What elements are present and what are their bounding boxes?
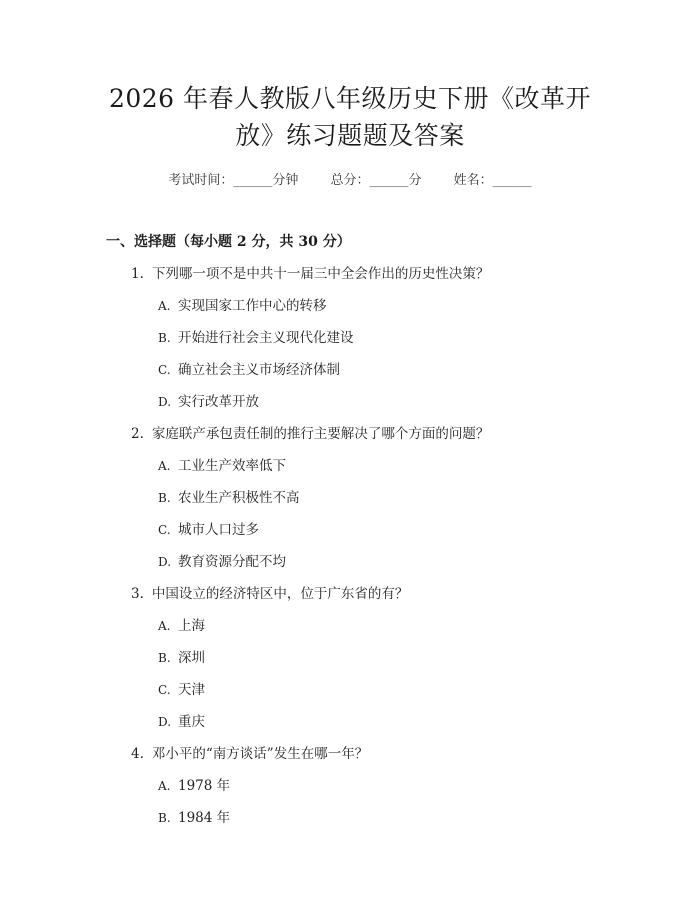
option-4b (158, 806, 230, 826)
option-letter: D. (158, 395, 172, 409)
option-letter: C. (158, 523, 171, 537)
option-3d (158, 710, 205, 730)
question-number: 4. (131, 746, 144, 762)
option-letter: A. (158, 459, 171, 473)
option-4a (158, 774, 230, 794)
question-text: 下列哪一项不是中共十一届三中全会作出的历史性决策？ (151, 266, 490, 282)
option-letter: A. (158, 779, 171, 793)
question-text: 邓小平的“南方谈话”发生在哪一年？ (151, 746, 369, 762)
question-number: 2. (131, 426, 144, 442)
student-name-label: 姓名：______ (453, 173, 532, 188)
exam-meta (0, 169, 700, 188)
option-text: 城市人口过多 (178, 522, 259, 538)
option-letter: D. (158, 715, 172, 729)
option-text: 开始进行社会主义现代化建设 (178, 330, 354, 346)
question-2 (131, 422, 489, 442)
option-1d (158, 390, 259, 410)
option-letter: B. (158, 331, 171, 345)
option-text: 深圳 (178, 650, 205, 666)
option-2b (158, 486, 300, 506)
option-1a (158, 294, 327, 314)
option-text: 上海 (178, 618, 205, 634)
page-title (90, 80, 610, 154)
option-3b (158, 646, 205, 666)
option-text: 天津 (178, 682, 205, 698)
title-line-2: 放》练习题题及答案 (235, 121, 465, 150)
option-text: 教育资源分配不均 (178, 554, 286, 570)
option-2c (158, 518, 259, 538)
option-letter: D. (158, 555, 172, 569)
option-letter: C. (158, 683, 171, 697)
option-text: 1984 年 (178, 810, 231, 826)
question-3 (131, 582, 408, 602)
title-line-1: 2026 年春人教版八年级历史下册《改革开 (108, 84, 592, 113)
option-text: 1978 年 (178, 778, 231, 794)
exam-time-label: 考试时间：______分钟 (168, 173, 299, 188)
option-text: 实行改革开放 (178, 394, 259, 410)
option-text: 工业生产效率低下 (178, 458, 286, 474)
option-2d (158, 550, 286, 570)
option-letter: A. (158, 299, 171, 313)
question-number: 3. (131, 586, 144, 602)
option-1b (158, 326, 354, 346)
option-text: 确立社会主义市场经济体制 (178, 362, 340, 378)
option-letter: B. (158, 491, 171, 505)
option-letter: A. (158, 619, 171, 633)
option-letter: C. (158, 363, 171, 377)
question-text: 中国设立的经济特区中，位于广东省的有？ (151, 586, 409, 602)
option-3c (158, 678, 205, 698)
option-text: 实现国家工作中心的转移 (178, 298, 327, 314)
option-letter: B. (158, 651, 171, 665)
total-score-label: 总分：______分 (330, 173, 422, 188)
option-letter: B. (158, 811, 171, 825)
question-1 (131, 262, 489, 282)
option-1c (158, 358, 340, 378)
question-number: 1. (131, 266, 144, 282)
option-3a (158, 614, 205, 634)
question-text: 家庭联产承包责任制的推行主要解决了哪个方面的问题？ (151, 426, 490, 442)
option-text: 重庆 (178, 714, 205, 730)
option-text: 农业生产积极性不高 (178, 490, 300, 506)
option-2a (158, 454, 286, 474)
section-heading: 一、选择题（每小题 2 分，共 30 分） (106, 234, 351, 250)
question-4 (131, 742, 368, 762)
